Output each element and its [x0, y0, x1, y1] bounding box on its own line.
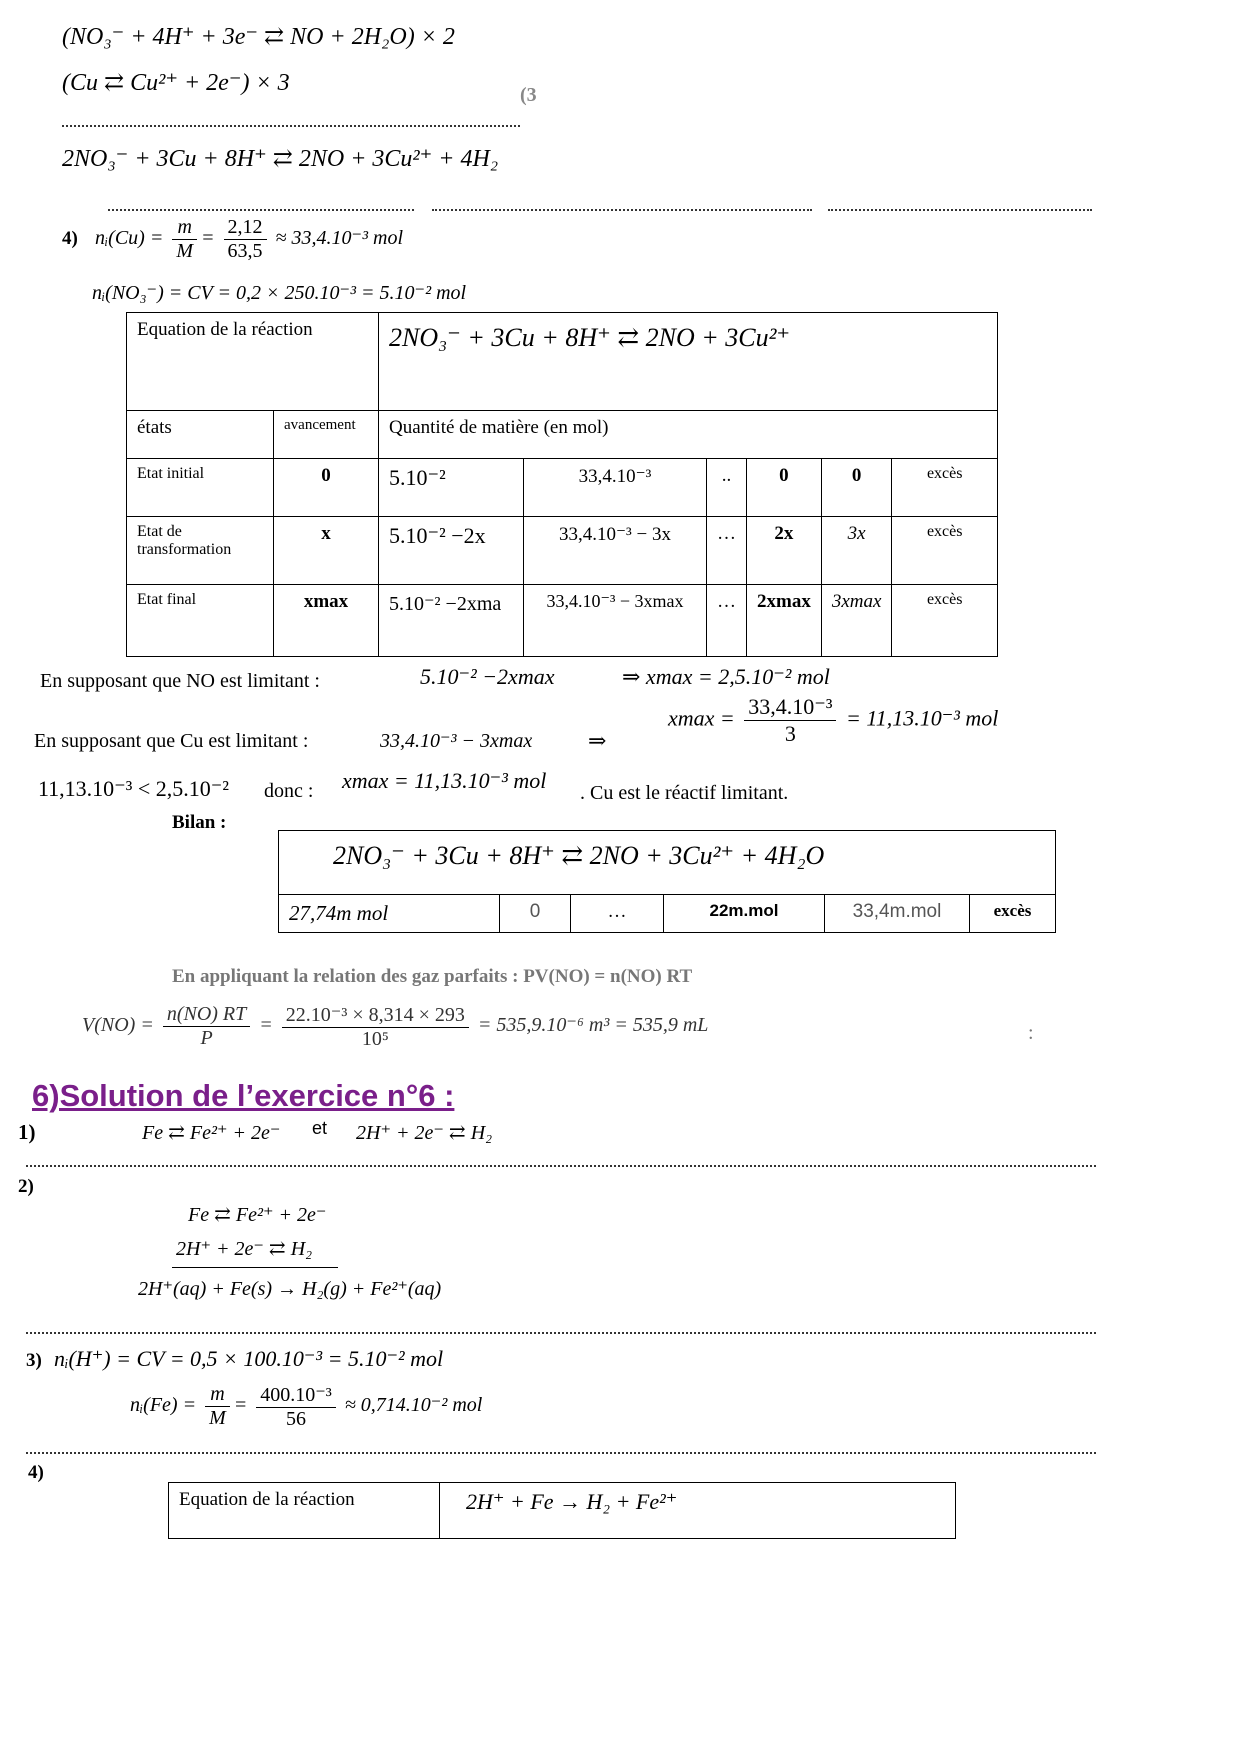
bilan-label: Bilan :	[172, 812, 227, 833]
progress-table-fe	[168, 1482, 956, 1539]
ex6-q1-iron: Fe ⇄ Fe²⁺ + 2e⁻	[142, 1122, 281, 1144]
dotted-line	[828, 209, 1092, 211]
dotted-line	[108, 209, 414, 211]
equation-cell: 2H⁺ + Fe → H₂ + Fe²⁺	[440, 1483, 956, 1539]
half-reaction-nitrate: (NO₃⁻ + 4H⁺ + 3e⁻ ⇄ NO + 2H₂O) × 2	[62, 24, 455, 50]
table-row: Etat final xmax 5.10⁻² −2xma 33,4.10⁻³ − 3xmax … 2xmax 3xmax excès	[127, 585, 998, 657]
implies-arrow: ⇒	[588, 728, 607, 753]
dotted-line	[26, 1165, 1096, 1167]
global-equation: 2NO₃⁻ + 3Cu + 8H⁺ ⇄ 2NO + 3Cu²⁺ + 4H₂	[62, 146, 499, 172]
states-header: états	[127, 411, 274, 459]
comparison: 11,13.10⁻³ < 2,5.10⁻²	[38, 776, 230, 801]
half-reaction-copper: (Cu ⇄ Cu²⁺ + 2e⁻) × 3	[62, 70, 290, 96]
table-row: Etat de transformation x 5.10⁻² −2x 33,4.10⁻³ − 3x … 2x 3x excès	[127, 517, 998, 585]
volume-formula: V(NO) = $\frac{n(NO) RT}{P}$ = $\frac{\text{22.10⁻³ × 8,314 × 293}}{\text{10⁵}}$ = 535,9.10⁻⁶ m³ = 535,9 mL	[82, 1003, 709, 1050]
trailing-colon: :	[1028, 1022, 1034, 1044]
no-limiting-text: En supposant que NO est limitant :	[40, 670, 320, 692]
table-row: 27,74m mol 0 … 22m.mol 33,4m.mol excès	[279, 895, 1056, 933]
dotted-line	[26, 1452, 1096, 1454]
bilan-equation: 2NO₃⁻ + 3Cu + 8H⁺ ⇄ 2NO + 3Cu²⁺ + 4H₂O	[279, 831, 1056, 895]
exercise-6-heading: 6)Solution de l’exercice n°6 :	[32, 1078, 455, 1113]
bilan-table	[278, 830, 1056, 933]
no-limiting-result: ⇒ xmax = 2,5.10⁻² mol	[622, 664, 830, 689]
no-limiting-equation: 5.10⁻² −2xmax	[420, 664, 555, 689]
ex6-q3-label: 3)	[26, 1350, 42, 1371]
quantity-header: Quantité de matière (en mol)	[379, 411, 998, 459]
equation-cell: 2NO₃⁻ + 3Cu + 8H⁺ ⇄ 2NO + 3Cu²⁺	[379, 313, 998, 411]
equation-label: Equation de la réaction	[169, 1483, 440, 1539]
cu-limiting-text: En supposant que Cu est limitant :	[34, 730, 309, 752]
ex6-q2-hydrogen: 2H⁺ + 2e⁻ ⇄ H₂	[176, 1238, 313, 1260]
ex6-q1-label: 1)	[18, 1120, 36, 1144]
dotted-line	[62, 125, 520, 127]
question-4-label: 4)	[62, 228, 78, 249]
cu-limiting-result: xmax = $\frac{\text{33,4.10⁻³}}{3}$ = 11,13.10⁻³ mol	[668, 694, 999, 746]
ex6-q1-hydrogen: 2H⁺ + 2e⁻ ⇄ H₂	[356, 1122, 493, 1144]
ex6-q2-overall: 2H⁺(aq) + Fe(s) → H₂(g) + Fe²⁺(aq)	[138, 1278, 442, 1300]
limiting-conclusion: . Cu est le réactif limitant.	[580, 782, 789, 804]
donc-label: donc :	[264, 780, 314, 802]
xmax-final: xmax = 11,13.10⁻³ mol	[342, 768, 547, 793]
cu-limiting-equation: 33,4.10⁻³ − 3xmax	[380, 730, 533, 752]
dotted-line	[26, 1332, 1096, 1334]
ex6-q2-iron: Fe ⇄ Fe²⁺ + 2e⁻	[188, 1204, 327, 1226]
ex6-q2-label: 2)	[18, 1176, 34, 1197]
dotted-line	[432, 209, 812, 211]
ex6-q1-et: et	[312, 1118, 328, 1138]
progress-table-cu	[126, 312, 998, 657]
ex6-q4-label: 4)	[28, 1462, 44, 1483]
gas-law-relation: En appliquant la relation des gaz parfaits : PV(NO) = n(NO) RT	[172, 966, 693, 987]
n-cu-formula: nᵢ(Cu) = $\frac{m}{M}$ = $\frac{2,12}{63,5}$ ≈ 33,4.10⁻³ mol	[95, 216, 404, 262]
note-3: (3	[520, 84, 537, 106]
advance-header: avancement	[274, 411, 379, 459]
ex6-n-h-formula: nᵢ(H⁺) = CV = 0,5 × 100.10⁻³ = 5.10⁻² mol	[54, 1346, 444, 1371]
ex6-n-fe-formula: nᵢ(Fe) = $\frac{m}{M}$ = $\frac{\text{400.10⁻³}}{56}$ ≈ 0,714.10⁻² mol	[130, 1383, 483, 1430]
equation-label: Equation de la réaction	[127, 313, 379, 411]
sum-line	[172, 1267, 338, 1268]
n-no3-formula: nᵢ(NO₃⁻) = CV = 0,2 × 250.10⁻³ = 5.10⁻² mol	[92, 282, 467, 304]
table-row: Etat initial 0 5.10⁻² 33,4.10⁻³ .. 0 0 excès	[127, 459, 998, 517]
